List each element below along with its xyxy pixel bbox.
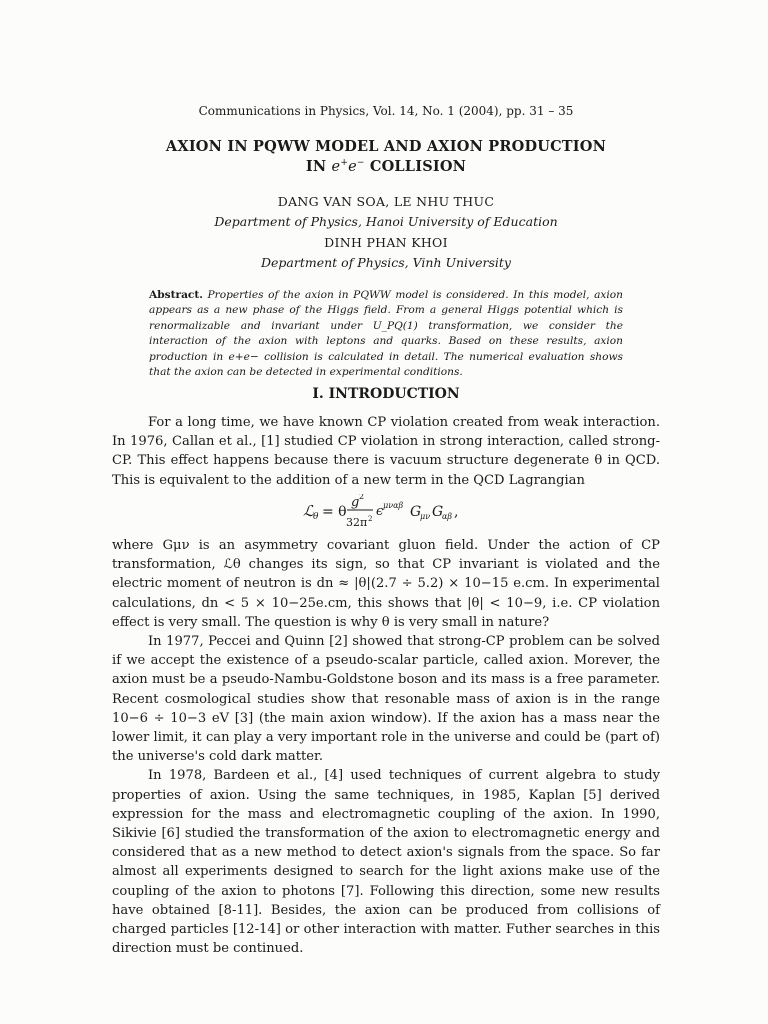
svg-text:θ: θ bbox=[313, 512, 319, 522]
title-line-1: AXION IN PQWW MODEL AND AXION PRODUCTION bbox=[165, 138, 607, 155]
svg-text:32π: 32π bbox=[346, 516, 368, 529]
authors-group-1: DANG VAN SOA, LE NHU THUC bbox=[277, 194, 495, 209]
svg-text:ℒ: ℒ bbox=[303, 502, 314, 520]
title-math-ee: e+e− bbox=[331, 158, 365, 175]
svg-text:G: G bbox=[410, 504, 422, 520]
svg-text:αβ: αβ bbox=[442, 512, 453, 521]
title-line-2-post: COLLISION bbox=[369, 157, 467, 175]
svg-text:2: 2 bbox=[368, 515, 373, 523]
title-line-2-pre: IN bbox=[305, 157, 327, 175]
paragraph-4: In 1978, Bardeen et al., [4] used techniques of current algebra to study properties of axion. Using the same techniques, in 1985, Kaplan [5] derived expression for the mass and electromagnetic coupling of the axion. In 1990, Sikivie [6] studied the transformation of the axion to electromagnetic energy and considered that as a new method to detect axion's signals from the space. So far almost all experiments designed to search for the light axions make use of the coupling of the axion to photons [7]. Following this direction, some new results have obtained [8-11]. Besides, the axion can be produced from collisions of charged particles [12-14] or other interaction with matter. Futher searches in this direction must be continued. bbox=[112, 768, 660, 957]
svg-text:μναβ: μναβ bbox=[383, 501, 404, 510]
svg-text:ϵ: ϵ bbox=[376, 504, 384, 519]
svg-text:μν: μν bbox=[420, 512, 431, 521]
title-line-2 bbox=[112, 155, 660, 176]
svg-text:G: G bbox=[432, 504, 444, 520]
intro-body bbox=[112, 536, 660, 958]
paper-title bbox=[112, 138, 660, 176]
authors-group-2: DINH PHAN KHOI bbox=[324, 235, 448, 250]
affiliation-2: Department of Physics, Vinh University bbox=[261, 255, 511, 270]
paragraph-1: For a long time, we have known CP violation created from weak interaction. In 1976, Callan et al., [1] studied CP violation in strong interaction, called strong-CP. This effect happens because there is vacuum structure degenerate θ in QCD. This is equivalent to the addition of a new term in the QCD Lagrangian bbox=[112, 415, 660, 488]
intro-paragraph-1 bbox=[112, 413, 660, 490]
svg-text:g: g bbox=[351, 495, 360, 510]
section-heading: I. INTRODUCTION bbox=[312, 386, 460, 402]
abstract bbox=[149, 288, 623, 380]
journal-header: Communications in Physics, Vol. 14, No. 1 (2004), pp. 31 – 35 bbox=[198, 104, 574, 118]
svg-text:= θ: = θ bbox=[322, 504, 347, 520]
qcd-lagrangian-equation bbox=[112, 494, 660, 530]
svg-text:2: 2 bbox=[359, 494, 365, 501]
svg-text:,: , bbox=[454, 504, 459, 520]
abstract-text: Properties of the axion in PQWW model is considered. In this model, axion appears as a new phase of the Higgs field. From a general Higgs potential which is renormalizable and invariant under U_PQ(1) transformation, we consider the interaction of the axion with leptons and quarks. Based on these results, axion production in e+e− collision is calculated in detail. The numerical evaluation shows that the axion can be detected in experimental conditions. bbox=[149, 289, 623, 379]
affiliation-1: Department of Physics, Hanoi University of Education bbox=[214, 214, 558, 229]
abstract-label: Abstract. bbox=[149, 289, 203, 301]
paragraph-2: where Gμν is an asymmetry covariant gluon field. Under the action of CP transformation, ℒθ changes its sign, so that CP invariant is violated and the electric moment of neutron is dn ≈ |θ|(2.7 ÷ 5.2) × 10−15 e.cm. In experimental calculations, dn < 5 × 10−25e.cm, this shows that |θ| < 10−9, i.e. CP violation effect is very small. The question is why θ is very small in nature? bbox=[112, 538, 660, 630]
paragraph-3: In 1977, Peccei and Quinn [2] showed that strong-CP problem can be solved if we accept the existence of a pseudo-scalar particle, called axion. Morever, the axion must be a pseudo-Nambu-Goldstone boson and its mass is a free parameter. Recent cosmological studies show that resonable mass of axion is in the range 10−6 ÷ 10−3 eV [3] (the main axion window). If the axion has a mass near the lower limit, it can play a very important role in the universe and could be (part of) the universe's cold dark matter. bbox=[112, 634, 660, 765]
